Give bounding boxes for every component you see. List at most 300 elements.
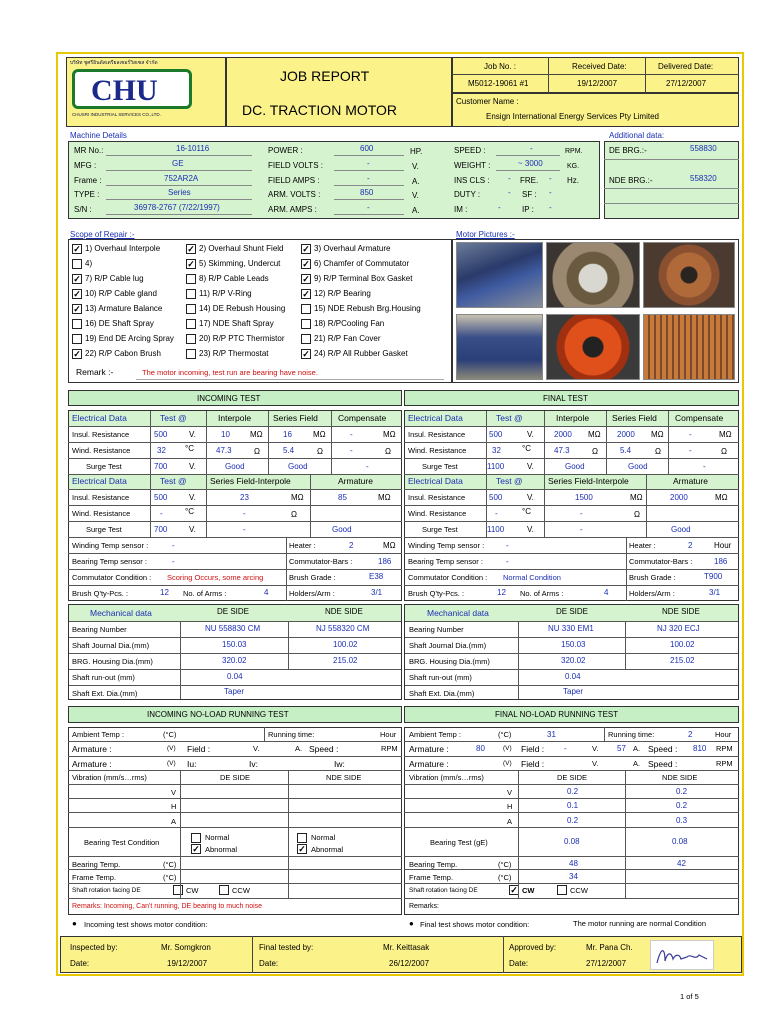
in-amb-unit: (°C) <box>163 730 177 739</box>
sf: - <box>549 188 552 197</box>
fn-insul-v-unit: V. <box>527 430 534 439</box>
in-iu-label: Iu: <box>187 759 197 769</box>
fn-bh-de: 320.02 <box>561 656 586 665</box>
scope-checkbox-4[interactable] <box>72 259 82 269</box>
field-volts-label: FIELD VOLTS : <box>268 161 323 170</box>
power-label: POWER : <box>268 146 303 155</box>
fn-rt-label: Running time: <box>608 730 655 739</box>
in-de-abnormal-checkbox[interactable]: ✓ <box>192 844 200 854</box>
fn-bt-nde: 42 <box>677 859 686 868</box>
fn-btg-nde: 0.08 <box>672 837 688 846</box>
approved-date-label: Date: <box>509 959 529 968</box>
fn-rot-label: Shaft rotation facing DE <box>409 887 478 894</box>
fn-field2-v-unit: V. <box>592 759 599 768</box>
remark-text: The motor incoming, test run are bearing have noise. <box>142 368 318 377</box>
in-bq: 12 <box>160 588 169 597</box>
report-title: JOB REPORT <box>280 68 370 84</box>
received-label: Received Date: <box>572 62 627 71</box>
fn-insul2-label: Insul. Resistance <box>408 493 466 502</box>
weight: ~ 3000 <box>518 159 543 168</box>
in-surge2-label: Surge Test <box>86 525 122 534</box>
ip-label: IP : <box>522 205 534 214</box>
mr-no: 16-10116 <box>176 144 210 153</box>
fn-ccw-checkbox[interactable] <box>557 885 567 895</box>
scope-checkbox-19[interactable] <box>72 334 82 344</box>
in-remarks: Remarks: Incoming, Can't running, DE bearing to much noise <box>72 903 263 910</box>
in-test-at: Test @ <box>160 413 187 423</box>
fn-note-bullet: ● <box>409 919 414 928</box>
fn-speed-label: Speed : <box>648 744 678 754</box>
in-ha-label: Holders/Arm : <box>289 589 335 598</box>
fn-ft: 34 <box>569 872 578 881</box>
in-note-bullet: ● <box>72 919 77 928</box>
av-unit: V. <box>412 191 419 200</box>
fn-mech-label: Mechanical data <box>427 608 489 618</box>
scope-checkbox-7[interactable]: ✓ <box>73 274 81 284</box>
scope-item-label-2: 2) Overhaul Shunt Field <box>199 244 284 253</box>
motor-photo-1 <box>456 242 543 308</box>
motor-photo-5 <box>546 314 640 380</box>
in-bts-label: Bearing Temp sensor : <box>72 557 147 566</box>
scope-item-label-3: 3) Overhaul Armature <box>314 244 391 253</box>
in-insul-v-unit: V. <box>189 430 196 439</box>
inspected-date: 19/12/2007 <box>167 959 208 968</box>
ins-cls-label: INS CLS : <box>454 176 490 185</box>
field-amps-label: FIELD AMPS : <box>268 176 320 185</box>
scope-item-label-18: 18) R/PCooling Fan <box>314 319 385 328</box>
scope-checkbox-9[interactable]: ✓ <box>302 274 310 284</box>
fn-heater-label: Heater : <box>629 541 656 550</box>
fn-interpole-head: Interpole <box>556 413 590 423</box>
fn-bq: 12 <box>497 588 506 597</box>
scope-checkbox-17[interactable] <box>186 319 196 329</box>
fn-insul2-arm-unit: MΩ <box>715 493 728 502</box>
in-vib-h: H <box>171 802 177 811</box>
in-arms-label: No. of Arms : <box>183 589 227 598</box>
in-wind-ip-unit: Ω <box>254 447 260 456</box>
motor-photo-6 <box>643 314 735 380</box>
in-surge-v-unit: V. <box>189 462 196 471</box>
in-cbars: 186 <box>378 557 392 566</box>
fn-surge2-arm: Good <box>671 525 691 534</box>
weight-label: WEIGHT : <box>454 161 491 170</box>
fn-bh-label: BRG. Housing Dia.(mm) <box>409 657 490 666</box>
in-btemp-unit: (°C) <box>163 860 177 869</box>
fn-note-value: The motor running are normal Condition <box>573 919 706 928</box>
in-heater-unit: MΩ <box>383 541 396 550</box>
final-test-title: FINAL TEST <box>543 394 588 403</box>
fn-field-a: 57 <box>617 744 626 753</box>
fn-sj-nde: 100.02 <box>670 640 695 649</box>
logo-top-text: บริษัท ชูศรีอินดัสเตรียลเซอร์วิสเซส จำกัด <box>70 60 158 66</box>
company-logo <box>70 61 195 121</box>
in-surge2-v: 700 <box>154 525 168 534</box>
scope-checkbox-13[interactable]: ✓ <box>73 304 81 314</box>
in-arm-label: Armature : <box>72 744 112 754</box>
fn-btemp-unit: (°C) <box>498 860 512 869</box>
job-no: M5012-19061 #1 <box>468 79 529 88</box>
arm-amps-label: ARM. AMPS : <box>268 205 317 214</box>
fn-insul-v: 500 <box>489 430 503 439</box>
fn-wind-comp-unit: Ω <box>721 447 727 456</box>
delivered-date: 27/12/2007 <box>666 79 707 88</box>
in-de-normal-checkbox[interactable] <box>191 833 201 843</box>
scope-checkbox-14[interactable] <box>186 304 196 314</box>
fn-surge2-v-unit: V. <box>527 525 534 534</box>
in-wind-comp-unit: Ω <box>385 447 391 456</box>
fn-wind2-sfi: - <box>580 509 583 518</box>
in-nde-normal-checkbox[interactable] <box>297 833 307 843</box>
fn-bts: - <box>506 557 509 566</box>
scope-checkbox-23[interactable] <box>186 349 196 359</box>
in-bts: - <box>172 557 175 566</box>
fn-surge2-sfi: - <box>580 525 583 534</box>
fn-wind-sf-unit: Ω <box>655 447 661 456</box>
in-insul-sf-unit: MΩ <box>313 430 326 439</box>
scope-item-label-24: 24) R/P All Rubber Gasket <box>314 349 408 358</box>
fn-amb-label: Ambient Temp : <box>409 730 461 739</box>
fn-vib-h: H <box>507 802 513 811</box>
in-btemp-label: Bearing Temp. <box>72 860 121 869</box>
power: 600 <box>360 144 374 153</box>
in-surge-comp: - <box>366 462 369 471</box>
scope-checkbox-15[interactable] <box>301 304 311 314</box>
fn-ftemp-label: Frame Temp. <box>409 873 454 882</box>
scope-checkbox-2[interactable]: ✓ <box>187 244 195 254</box>
in-cw-label: CW <box>186 886 199 895</box>
scope-checkbox-8[interactable] <box>186 274 196 284</box>
in-arms: 4 <box>264 588 269 597</box>
in-vib-v: V <box>171 788 177 797</box>
type: Series <box>168 188 191 197</box>
fn-insul-comp: - <box>689 430 692 439</box>
fn-wind-label: Wind. Resistance <box>408 446 467 455</box>
fn-vib-label: Vibration (mm/s…rms) <box>409 773 484 782</box>
arm-amps: - <box>367 203 370 212</box>
scope-item-label-12: 12) R/P Bearing <box>314 289 371 298</box>
fn-arm-label: Armature : <box>409 744 449 754</box>
in-mech-label: Mechanical data <box>90 608 152 618</box>
in-sf-head: Series Field <box>273 413 318 423</box>
logo-bottom-text: CHUSRI INDUSTRIAL SERVICES CO.,LTD. <box>72 112 161 117</box>
customer-label: Customer Name : <box>456 97 519 106</box>
arm-volts-label: ARM. VOLTS : <box>268 190 321 199</box>
in-wind-degc: °C <box>185 444 194 453</box>
in-heater: 2 <box>349 541 354 550</box>
fn-mech-nde: NDE SIDE <box>662 607 700 616</box>
in-test-at-2: Test @ <box>160 476 187 486</box>
in-iw-label: Iw: <box>334 759 345 769</box>
in-wind-sf: 5.4 <box>283 446 295 455</box>
fn-cw-checkbox[interactable]: ✓ <box>510 885 518 895</box>
in-insul2-sfi: 23 <box>240 493 249 502</box>
in-nde-abnormal-checkbox[interactable]: ✓ <box>298 844 306 854</box>
in-ftemp-label: Frame Temp. <box>72 873 117 882</box>
in-se-label: Shaft Ext. Dia.(mm) <box>72 689 138 698</box>
fn-arm-head: Armature <box>673 476 708 486</box>
scope-item-label-17: 17) NDE Shaft Spray <box>199 319 274 328</box>
in-surge-label: Surge Test <box>86 462 122 471</box>
scope-checkbox-21[interactable] <box>301 334 311 344</box>
in-rt-unit: Hour <box>380 730 397 739</box>
in-insul2-v: 500 <box>154 493 168 502</box>
fn-insul-sf: 2000 <box>617 430 635 439</box>
final-tested-date: 26/12/2007 <box>389 959 430 968</box>
speed-label: SPEED : <box>454 146 486 155</box>
hz-unit: Hz. <box>567 176 579 185</box>
scope-checkbox-18[interactable] <box>301 319 311 329</box>
received-date: 19/12/2007 <box>577 79 618 88</box>
fn-wind-comp: - <box>689 446 692 455</box>
fn-sj-de: 150.03 <box>561 640 586 649</box>
scope-item-label-19: 19) End DE Arcing Spray <box>85 334 174 343</box>
speed-unit: RPM. <box>565 148 583 155</box>
fn-speed-unit: RPM <box>716 744 733 753</box>
fn-bh-nde: 215.02 <box>670 656 695 665</box>
in-nde-abnormal-label: Abnormal <box>311 845 344 854</box>
fn-wind-sf: 5.4 <box>620 446 632 455</box>
in-cc-label: Commutator Condition : <box>72 573 152 582</box>
in-note: Incoming test shows motor condition: <box>84 920 208 929</box>
scope-checkbox-12[interactable]: ✓ <box>302 289 310 299</box>
in-sr: 0.04 <box>227 672 243 681</box>
in-bg: E38 <box>369 572 384 581</box>
in-arm-head: Armature <box>338 476 373 486</box>
in-cw-checkbox[interactable] <box>173 885 183 895</box>
in-arm-v-unit: (V) <box>167 745 176 752</box>
frame-label: Frame : <box>74 176 102 185</box>
fn-btg-label: Bearing Test (gE) <box>430 838 488 847</box>
motor-photo-4 <box>456 314 543 380</box>
fn-elec-label: Electrical Data <box>408 413 463 423</box>
fn-arm2-label: Armature : <box>409 759 449 769</box>
final-tested-label: Final tested by: <box>259 943 314 952</box>
scope-item-label-20: 20) R/P PTC Thermistor <box>199 334 285 343</box>
fn-insul2-sfi: 1500 <box>575 493 593 502</box>
inspected-by: Mr. Somgkron <box>161 943 211 952</box>
fn-field-label: Field : <box>521 744 545 754</box>
fn-wind-ip: 47.3 <box>554 446 570 455</box>
weight-unit: KG. <box>567 163 580 170</box>
scope-checkbox-22[interactable]: ✓ <box>73 349 81 359</box>
in-wind-label: Wind. Resistance <box>72 446 131 455</box>
fn-insul-label: Insul. Resistance <box>408 430 466 439</box>
frame: 752AR2A <box>164 174 199 183</box>
power-unit: HP. <box>410 147 423 156</box>
fn-comp-head: Compensate <box>675 413 724 423</box>
fn-bt-de: 48 <box>569 859 578 868</box>
motor-photo-2 <box>546 242 640 308</box>
in-vib-nde: NDE SIDE <box>326 773 362 782</box>
scope-checkbox-6[interactable]: ✓ <box>302 259 310 269</box>
fn-surge-v-unit: V. <box>527 462 534 471</box>
arm-volts: 850 <box>360 188 374 197</box>
field-volts: - <box>367 159 370 168</box>
fn-sr: 0.04 <box>565 672 581 681</box>
in-insul-comp: - <box>350 430 353 439</box>
in-ccw-checkbox[interactable] <box>219 885 229 895</box>
ip: - <box>549 203 552 212</box>
in-ftemp-unit: (°C) <box>163 873 177 882</box>
in-nde-normal-label: Normal <box>311 833 336 842</box>
nde-brg-label: NDE BRG.:- <box>609 176 653 185</box>
fn-bg: T900 <box>704 572 723 581</box>
fn-insul-ip: 2000 <box>554 430 572 439</box>
scope-item-label-4: 4) <box>85 259 93 268</box>
fn-arm2-v-unit: (V) <box>503 760 512 767</box>
mr-no-label: MR No.: <box>74 146 104 155</box>
fn-wts: - <box>506 541 509 550</box>
scope-checkbox-20[interactable] <box>186 334 196 344</box>
in-sj-nde: 100.02 <box>333 640 358 649</box>
scope-item-label-15: 15) NDE Rebush Brg.Housing <box>314 304 421 313</box>
in-bn-de: NU 558830 CM <box>205 624 261 633</box>
fn-bq-label: Brush Q'ty-Pcs. : <box>408 589 465 598</box>
scope-item-label-8: 8) R/P Cable Leads <box>199 274 269 283</box>
logo-text: CHU <box>91 74 158 107</box>
fn-vib-de: DE SIDE <box>557 773 588 782</box>
fn-amb: 31 <box>547 730 556 739</box>
fn-cbars: 186 <box>714 557 728 566</box>
final-tested-by: Mr. Keittasak <box>383 943 430 952</box>
fn-noload-title: FINAL NO-LOAD RUNNING TEST <box>495 710 619 719</box>
fn-field-a-unit: A. <box>633 744 641 753</box>
fn-bts-label: Bearing Temp sensor : <box>408 557 483 566</box>
scope-item-label-21: 21) R/P Fan Cover <box>314 334 381 343</box>
fn-cbars-label: Commutator-Bars : <box>629 557 693 566</box>
fn-sf-head: Series Field <box>612 413 657 423</box>
in-bh-label: BRG. Housing Dia.(mm) <box>72 657 153 666</box>
fre: - <box>549 174 552 183</box>
scope-item-label-11: 11) R/P V-Ring <box>199 289 252 298</box>
fn-heater-unit: Hour <box>714 541 732 550</box>
fn-arm-v: 80 <box>476 744 485 753</box>
fn-surge-comp: - <box>703 462 706 471</box>
duty-label: DUTY : <box>454 190 481 199</box>
in-cc: Scoring Occurs, some arcing <box>167 573 264 582</box>
scope-item-label-1: 1) Overhaul Interpole <box>85 244 161 253</box>
remark-label: Remark :- <box>76 367 114 377</box>
in-wind-t: 32 <box>157 446 166 455</box>
fn-mech-de: DE SIDE <box>556 607 589 616</box>
motor-photo-3 <box>643 242 735 308</box>
in-amb-label: Ambient Temp : <box>72 730 124 739</box>
fn-speed: 810 <box>693 744 707 753</box>
fn-field2-a-unit: A. <box>633 759 641 768</box>
scope-checkbox-3[interactable]: ✓ <box>302 244 310 254</box>
in-wind2-degc: °C <box>185 507 194 516</box>
in-wts: - <box>172 541 175 550</box>
fn-test-at: Test @ <box>496 413 523 423</box>
in-insul2-arm: 85 <box>338 493 347 502</box>
scope-item-label-5: 5) Skimming, Undercut <box>199 259 281 268</box>
fn-wts-label: Winding Temp sensor : <box>408 541 485 550</box>
in-surge2-arm: Good <box>332 525 352 534</box>
fa-unit: A. <box>412 177 420 186</box>
in-surge-sf: Good <box>288 462 308 471</box>
in-bq-label: Brush Q'ty-Pcs. : <box>72 589 129 598</box>
sn-label: S/N : <box>74 205 92 214</box>
in-bh-nde: 215.02 <box>333 656 358 665</box>
scope-item-label-6: 6) Chamfer of Commutator <box>314 259 410 268</box>
fv-unit: V. <box>412 162 419 171</box>
in-bn-nde: NJ 558320 CM <box>316 624 370 633</box>
in-iv-label: Iv: <box>249 759 258 769</box>
fn-wind-ip-unit: Ω <box>592 447 598 456</box>
logo-frame <box>72 69 192 109</box>
in-wind2-sfi: - <box>243 509 246 518</box>
fn-note: Final test shows motor condition: <box>420 920 530 929</box>
in-rot-label: Shaft rotation facing DE <box>72 887 141 894</box>
fn-insul-ip-unit: MΩ <box>588 430 601 439</box>
in-btc-label: Bearing Test Condition <box>84 838 160 847</box>
delivered-label: Delivered Date: <box>658 62 714 71</box>
de-brg-label: DE BRG.:- <box>609 146 647 155</box>
in-ha: 3/1 <box>371 588 383 597</box>
fn-heater: 2 <box>688 541 693 550</box>
scope-checkbox-11[interactable] <box>186 289 196 299</box>
fn-se: Taper <box>563 687 584 696</box>
scope-checkbox-10[interactable]: ✓ <box>73 289 81 299</box>
im: - <box>498 203 501 212</box>
fn-wind2-degc: °C <box>522 507 531 516</box>
fn-cc: Normal Condition <box>503 573 561 582</box>
fn-cc-label: Commutator Condition : <box>408 573 488 582</box>
scope-checkbox-24[interactable]: ✓ <box>302 349 310 359</box>
fn-arms: 4 <box>604 588 609 597</box>
in-elec-label-2: Electrical Data <box>72 476 127 486</box>
fn-sfi-head: Series Field-Interpole <box>548 476 629 486</box>
customer-name: Ensign International Energy Services Pty Limited <box>486 112 659 121</box>
scope-checkbox-16[interactable] <box>72 319 82 329</box>
in-speed-unit: RPM <box>381 744 398 753</box>
approver-signature <box>650 940 714 970</box>
ins-cls: - <box>508 174 511 183</box>
fn-sr-label: Shaft run-out (mm) <box>409 673 472 682</box>
fn-surge-label: Surge Test <box>422 462 458 471</box>
fn-insul-comp-unit: MΩ <box>719 430 732 439</box>
scope-checkbox-1[interactable]: ✓ <box>73 244 81 254</box>
in-insul2-sfi-unit: MΩ <box>291 493 304 502</box>
in-rt-label: Running time: <box>268 730 315 739</box>
additional-data-label: Additional data: <box>609 131 665 140</box>
sn: 36978-2767 (7/22/1997) <box>134 203 220 212</box>
fn-bn-label: Bearing Number <box>409 625 464 634</box>
in-insul-ip: 10 <box>221 430 230 439</box>
fn-speed2-unit: RPM <box>716 759 733 768</box>
fn-insul-sf-unit: MΩ <box>651 430 664 439</box>
in-heater-label: Heater : <box>289 541 316 550</box>
in-field-v-unit: V. <box>253 744 260 753</box>
fn-wind2-unit: Ω <box>634 510 640 519</box>
in-wind2-label: Wind. Resistance <box>72 509 131 518</box>
in-wind2-unit: Ω <box>291 510 297 519</box>
in-interpole-head: Interpole <box>218 413 252 423</box>
de-brg: 558830 <box>690 144 717 153</box>
fn-elec-label-2: Electrical Data <box>408 476 463 486</box>
page-number: 1 of 5 <box>680 992 699 1001</box>
type-label: TYPE : <box>74 190 100 199</box>
fn-field-v: - <box>564 744 567 753</box>
scope-checkbox-5[interactable]: ✓ <box>187 259 195 269</box>
in-insul-label: Insul. Resistance <box>72 430 130 439</box>
fn-ftemp-unit: (°C) <box>498 873 512 882</box>
fn-rt: 2 <box>688 730 693 739</box>
scope-item-label-9: 9) R/P Terminal Box Gasket <box>314 274 413 283</box>
inspected-date-label: Date: <box>70 959 90 968</box>
fn-vib-v-de: 0.2 <box>567 787 579 796</box>
nde-brg: 558320 <box>690 174 717 183</box>
